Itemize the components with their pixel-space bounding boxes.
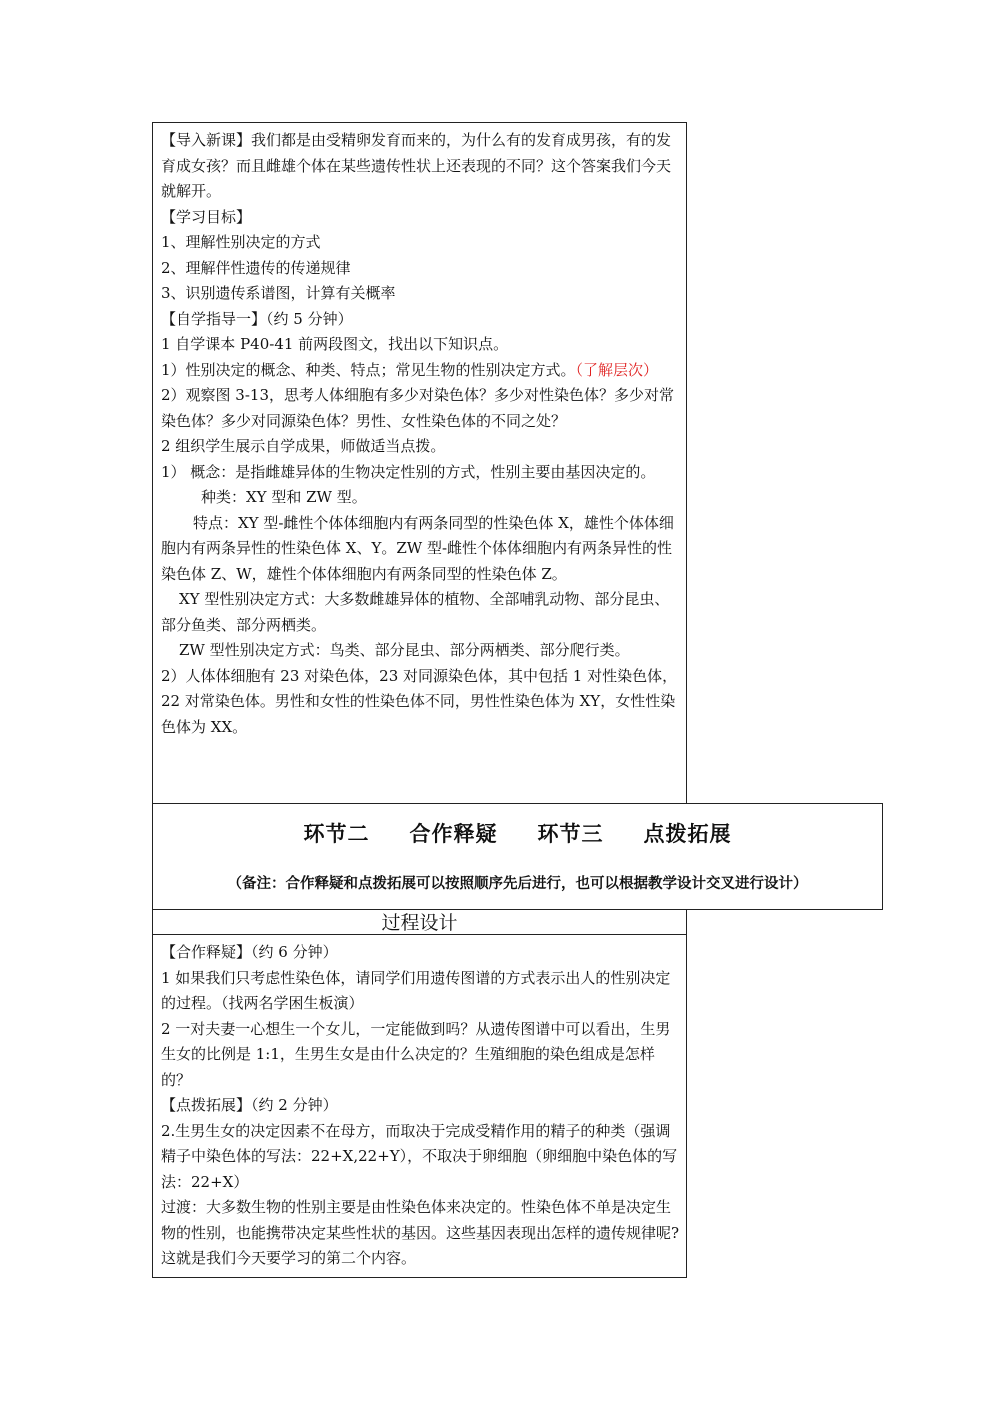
goal-item: 3、识别遗传系谱图，计算有关概率 [161, 284, 396, 302]
self-study-step: 1 自学课本 P40-41 前两段图文，找出以下知识点。 [161, 335, 509, 353]
concept-text: 1） 概念：是指雌雄异体的生物决定性别的方式，性别主要由基因决定的。 [161, 462, 656, 481]
section-title-c: 环节三 [537, 822, 604, 846]
cooperation-section-box [152, 934, 687, 1278]
self-study-point: 2）观察图 3-13，思考人体细胞有多少对染色体？多少对性染色体？多少对常染色体？多少对同源染色体？男性、女性染色体的不同之处？ [161, 386, 675, 430]
transition-text: 过渡：大多数生物的性别主要是由性染色体来决定的。性染色体不单是决定生物的性别，也能携带决定某些性状的基因。这些基因表现出怎样的遗传规律呢?这就是我们今天要学习的第二个内容。 [161, 1198, 680, 1267]
extension-text: 2.生男生女的决定因素不在母方，而取决于完成受精作用的精子的种类（强调精子中染色体的写法：22+X,22+Y），不取决于卵细胞（卵细胞中染色体的写法：22+X） [161, 1121, 678, 1191]
self-study-step: 2 组织学生展示自学成果，师做适当点拨。 [161, 437, 446, 455]
cooperation-heading: 【合作释疑】（约 6 分钟） [161, 943, 338, 961]
level-note: （了解层次） [575, 360, 659, 379]
intro-section-box [152, 122, 687, 804]
zw-type-text: ZW 型性别决定方式：鸟类、部分昆虫、部分两栖类、部分爬行类。 [179, 641, 630, 659]
intro-paragraph: 【导入新课】我们都是由受精卵发育而来的，为什么有的发育成男孩，有的发育成女孩？而且雌雄个体在某些遗传性状上还表现的不同？这个答案我们今天就解开。 [161, 131, 672, 200]
cooperation-question: 2 一对夫妻一心想生一个女儿，一定能做到吗？从遗传图谱中可以看出，生男生女的比例是 1:1，生男生女是由什么决定的？生殖细胞的染色组成是怎样的？ [161, 1019, 671, 1089]
process-title-box [152, 909, 687, 935]
goal-item: 2、理解伴性遗传的传递规律 [161, 258, 351, 277]
xy-type-text: XY 型性别决定方式：大多数雌雄异体的植物、全部哺乳动物、部分昆虫、部分鱼类、部分两栖类。 [161, 590, 670, 634]
section-note: （备注：合作释疑和点拨拓展可以按照顺序先后进行，也可以根据教学设计交叉进行设计） [227, 876, 808, 892]
learning-goals-heading: 【学习目标】 [161, 207, 252, 226]
self-study-point-text: 1）性别决定的概念、种类、特点；常见生物的性别决定方式。 [161, 360, 576, 379]
process-title: 过程设计 [381, 912, 458, 934]
section-header-box [152, 803, 883, 910]
human-chromosome-text: 2）人体体细胞有 23 对染色体，23 对同源染色体，其中包括 1 对性染色体，22 对常染色体。男性和女性的性染色体不同，男性性染色体为 XY，女性性染色体为 XX。 [161, 666, 678, 736]
goal-item: 1、理解性别决定的方式 [161, 233, 321, 251]
types-text: 种类：XY 型和 ZW 型。 [201, 488, 367, 506]
self-study-point [161, 358, 680, 384]
extension-heading: 【点拨拓展】（约 2 分钟） [161, 1096, 338, 1114]
section-title-b: 合作释疑 [409, 822, 498, 846]
cooperation-question: 1 如果我们只考虑性染色体，请同学们用遗传图谱的方式表示出人的性别决定的过程。（找两名学困生板演） [161, 968, 671, 1012]
features-text: 特点：XY 型-雌性个体体细胞内有两条同型的性染色体 X，雄性个体体细胞内有两条异性的性染色体 X、Y。ZW 型-雌性个体体细胞内有两条异性的性染色体 Z、W，雄性个体体细胞内有两条同型的性染色体 Z。 [161, 513, 674, 583]
section-title-d: 点拨拓展 [643, 822, 732, 846]
section-title-a: 环节二 [303, 822, 370, 846]
self-study-heading: 【自学指导一】（约 5 分钟） [161, 309, 353, 328]
section-title [153, 818, 882, 848]
